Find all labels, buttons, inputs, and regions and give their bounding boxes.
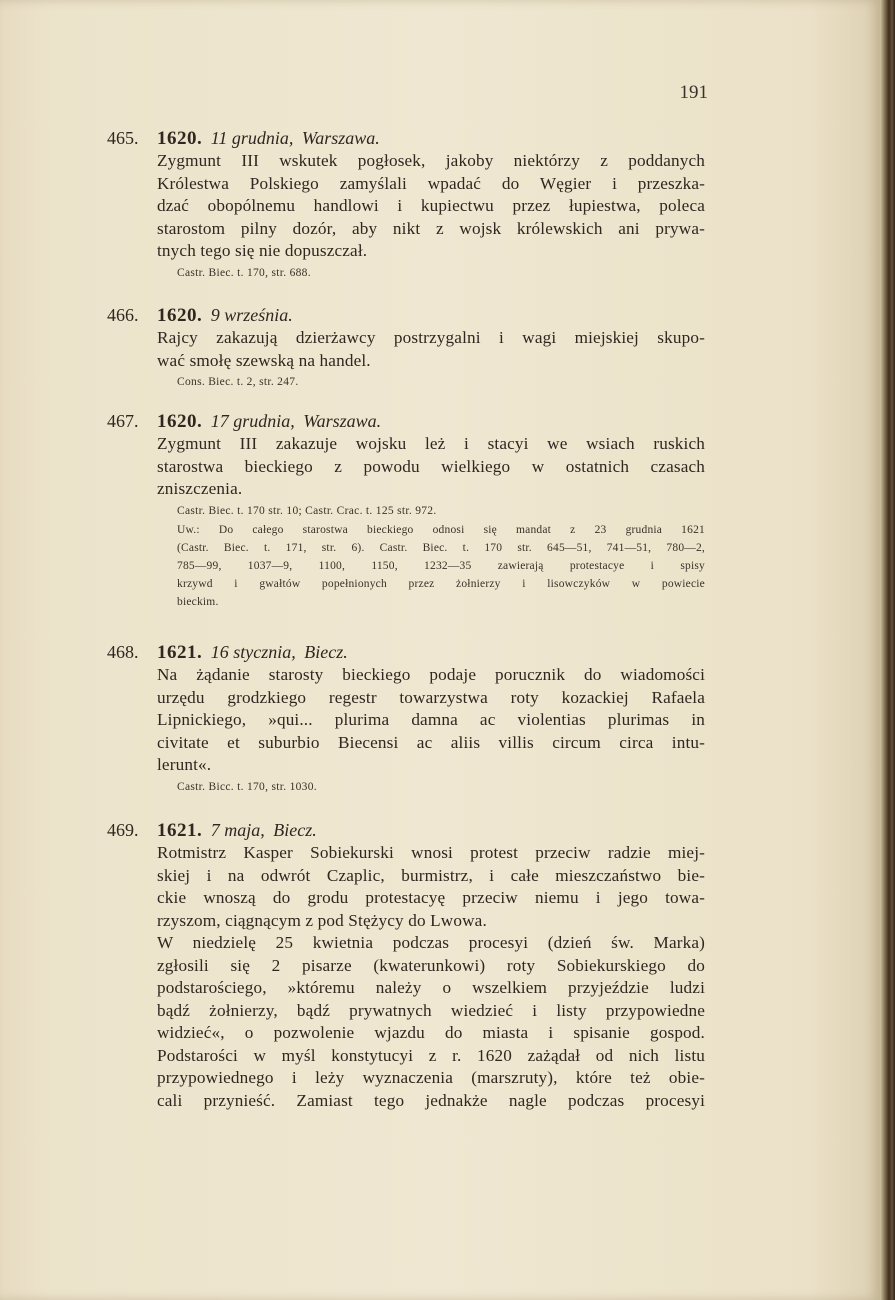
text-line: Zygmunt III wskutek pogłosek, jakoby niektórzy z poddanych [157, 151, 705, 170]
entry-number: 466. [107, 305, 139, 325]
text-line: dzać obopólnemu handlowi i kupiectwu przez łupiestwa, poleca [157, 196, 705, 215]
text-line: urzędu grodzkiego regestr towarzystwa roty kozackiej Rafaela [157, 687, 705, 707]
page-number: 191 [679, 82, 708, 103]
text-line: rzyszom, ciągnącym z pod Stężycy do Lwowa. [157, 910, 487, 930]
text-line: starostom pilny dozór, aby nikt z wojsk królewskich ani prywa- [157, 218, 705, 238]
text-line: wać smołę szewską na handel. [157, 350, 371, 370]
text-line: bądź żołnierzy, bądź prywatnych wiedzieć i listy przypowiedne [157, 1000, 705, 1020]
entry-date: 17 grudnia, [210, 411, 295, 431]
entry-year: 1620. [157, 305, 203, 326]
text-line: widzieć«, o pozwolenie wjazdu do miasta i spisanie gospod. [157, 1023, 705, 1042]
entry-year: 1620. [157, 128, 203, 149]
text-line: Rotmistrz Kasper Sobiekurski wnosi protest przeciw radzie miej- [157, 843, 705, 862]
text-line: Na żądanie starosty bieckiego podaje porucznik do wiadomości [157, 665, 705, 684]
text-line: podstarościego, »któremu należy o wszelkiem przyjeździe ludzi [157, 978, 705, 997]
entry-text [157, 842, 705, 1112]
text-line: Zygmunt III zakazuje wojsku leż i stacyi we wsiach ruskich [157, 434, 705, 453]
note-line: krzywd i gwałtów popełnionych przez żołnierzy i lisowczyków w powiecie [177, 577, 705, 590]
entry-text [157, 150, 705, 263]
text-line: lerunt«. [157, 755, 212, 774]
entry-place: Warszawa. [301, 128, 380, 148]
entry-number: 468. [107, 642, 139, 662]
entry-heading [157, 304, 705, 327]
text-line: skiej i na odwrót Czaplic, burmistrz, i całe mieszczaństwo bie- [157, 865, 705, 885]
text-line: W niedzielę 25 kwietnia podczas procesyi (dzień św. Marka) [157, 933, 705, 952]
source-reference: Castr. Biec. t. 170, str. 688. [177, 266, 311, 279]
entry-date: 11 grudnia, [210, 128, 294, 148]
source-reference: Castr. Bicc. t. 170, str. 1030. [177, 780, 317, 793]
text-line: Podstarości w myśl konstytucyi z r. 1620 zażądał od nich listu [157, 1045, 705, 1065]
note-line: 785—99, 1037—9, 1100, 1150, 1232—35 zawierają protestacye i spisy [177, 559, 705, 572]
entry-number: 469. [107, 820, 139, 840]
entry-year: 1620. [157, 411, 203, 432]
text-line: zniszczenia. [157, 479, 243, 498]
entry-place: Warszawa. [303, 411, 382, 431]
text-line: cali przynieść. Zamiast tego jednakże nagle podczas procesyi [157, 1090, 705, 1110]
entry-year: 1621. [157, 820, 203, 841]
entry-year: 1621. [157, 642, 203, 663]
text-line: zgłosili się 2 pisarze (kwaterunkowi) roty Sobiekurskiego do [157, 955, 705, 975]
text-line: przypowiednego i leży wyznaczenia (marszruty), które też obie- [157, 1068, 705, 1087]
entry-text [157, 433, 705, 501]
entry-place: Biecz. [304, 642, 348, 662]
note-line: (Castr. Biec. t. 171, str. 6). Castr. Biec. t. 170 str. 645—51, 741—51, 780—2, [177, 541, 705, 554]
book-spine-edge [880, 0, 895, 1300]
text-line: Lipnickiego, »qui... plurima damna ac violentias plurimas in [157, 710, 705, 729]
entry-heading [157, 410, 705, 433]
entry-place: Biecz. [273, 820, 317, 840]
entry-heading [157, 127, 705, 150]
entry-date: 7 maja, [210, 820, 265, 840]
text-line: Rajcy zakazują dzierżawcy postrzygalni i wagi miejskiej skupo- [157, 328, 705, 347]
text-line: tnych tego się nie dopuszczał. [157, 241, 368, 260]
entry-text [157, 327, 705, 372]
editorial-note [177, 521, 705, 611]
entry-date: 16 stycznia, [210, 642, 296, 662]
entry-number: 465. [107, 128, 139, 148]
source-reference: Cons. Biec. t. 2, str. 247. [177, 376, 299, 388]
text-line: Królestwa Polskiego zamyślali wpadać do Węgier i przeszka- [157, 173, 705, 193]
text-line: civitate et suburbio Biecensi ac aliis villis circum circa intu- [157, 732, 705, 752]
source-reference: Castr. Biec. t. 170 str. 10; Castr. Crac. t. 125 str. 972. [177, 504, 437, 517]
entry-heading [157, 641, 705, 664]
entry-date: 9 września. [210, 305, 293, 325]
note-line: bieckim. [177, 595, 219, 608]
note-line: Uw.: Do całego starostwa bieckiego odnosi się mandat z 23 grudnia 1621 [177, 523, 705, 536]
entry-text [157, 664, 705, 777]
entry-heading [157, 819, 705, 842]
entry-number: 467. [107, 411, 139, 431]
text-line: ckie wnoszą do grodu protestacyę przeciw niemu i jego towa- [157, 888, 705, 907]
text-line: starostwa bieckiego z powodu wielkiego w ostatnich czasach [157, 456, 705, 476]
